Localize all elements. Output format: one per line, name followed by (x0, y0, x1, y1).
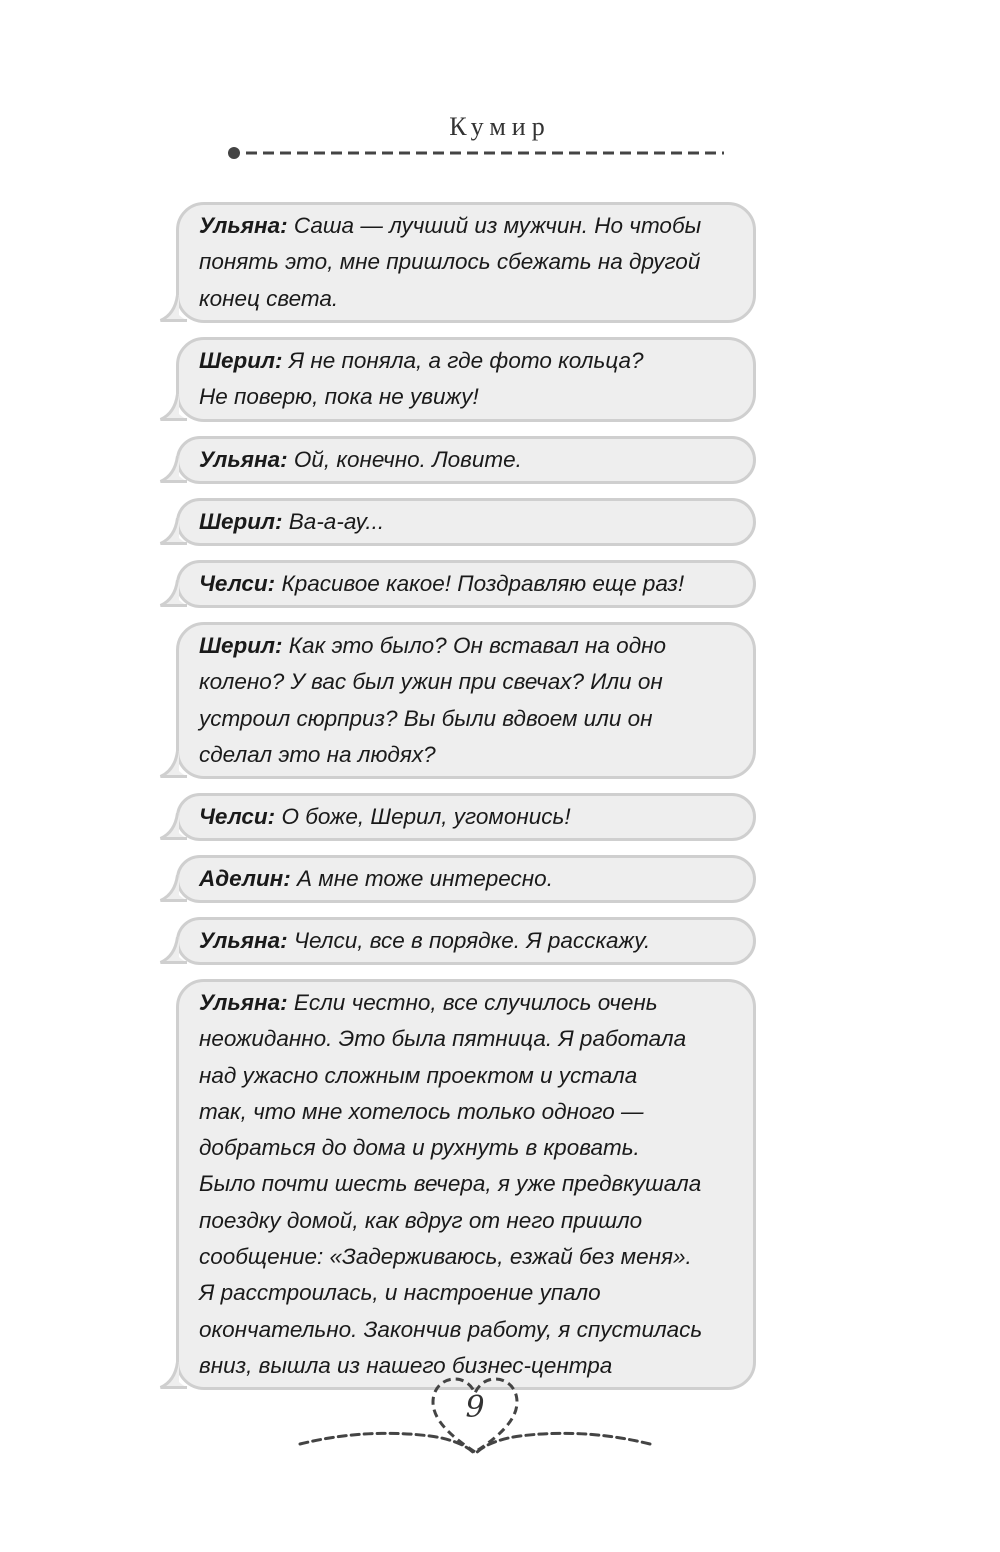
message-text: сообщение: «Задерживаюсь, езжай без меня». (199, 1244, 692, 1270)
message-line (199, 628, 739, 664)
message-text: Как это было? Он вставал на одно (288, 633, 667, 658)
message-text: О боже, Шерил, угомонись! (281, 804, 571, 829)
message-text: Я расстроилась, и настроение упало (199, 1280, 601, 1306)
running-title: Кумир (449, 112, 551, 141)
message-line (199, 861, 739, 897)
message-line (199, 343, 739, 379)
message-bubble (176, 979, 756, 1390)
message-line (199, 1094, 739, 1130)
message-bubble (176, 337, 756, 422)
bubble-tail-icon (159, 813, 189, 841)
message-text: неожиданно. Это была пятница. Я работала (199, 1026, 687, 1052)
message-bubble (176, 436, 756, 484)
message-line (199, 664, 739, 700)
message-line (199, 208, 739, 244)
message-text: сделал это на людях? (199, 741, 436, 767)
message-bubble (176, 622, 756, 779)
message-text: Если честно, все случилось очень (293, 990, 658, 1015)
bubble-tail-icon (159, 518, 189, 546)
message-bubble (176, 917, 756, 965)
message-text: понять это, мне пришлось сбежать на другой (199, 249, 701, 275)
message-line (199, 504, 739, 540)
message-text: окончательно. Закончив работу, я спустилась (199, 1316, 703, 1342)
speaker-name: Шерил: (199, 509, 283, 534)
bubble-tail-icon (159, 751, 189, 779)
bubble-tail-icon (159, 580, 189, 608)
page-number: 9 (465, 1390, 485, 1425)
message-bubble (176, 498, 756, 546)
speaker-name: Челси: (199, 804, 276, 829)
bubble-tail-icon (159, 295, 189, 323)
message-text: конец света. (199, 285, 339, 311)
message-line (199, 1021, 739, 1057)
message-text: колено? У вас был ужин при свечах? Или он (199, 669, 663, 695)
message-text: А мне тоже интересно. (297, 866, 553, 891)
message-text: Я не поняла, а где фото кольца? (288, 348, 644, 373)
message-line (199, 799, 739, 835)
message-bubble (176, 202, 756, 323)
message-line (199, 923, 739, 959)
message-text: добраться до дома и рухнуть в кровать. (199, 1135, 640, 1161)
speaker-name: Аделин: (199, 866, 291, 891)
message-text: Саша — лучший из мужчин. Но чтобы (293, 213, 702, 238)
speaker-name: Ульяна: (199, 928, 288, 953)
message-bubble (176, 855, 756, 903)
message-line (199, 1239, 739, 1275)
message-line (199, 1166, 739, 1202)
bubble-tail-icon (159, 937, 189, 965)
speaker-name: Ульяна: (199, 213, 288, 238)
message-text: так, что мне хотелось только одного — (199, 1098, 644, 1124)
speaker-name: Ульяна: (199, 447, 288, 472)
speaker-name: Шерил: (199, 348, 283, 373)
message-text: поездку домой, как вдруг от него пришло (199, 1207, 643, 1233)
message-text: Не поверю, пока не увижу! (199, 384, 479, 410)
message-line (199, 1312, 739, 1348)
message-bubble (176, 793, 756, 841)
message-line (199, 1275, 739, 1311)
message-line (199, 985, 739, 1021)
message-line (199, 442, 739, 478)
message-line (199, 1203, 739, 1239)
message-line (199, 701, 739, 737)
message-text: Было почти шесть вечера, я уже предвкушала (199, 1171, 702, 1197)
message-line (199, 379, 739, 415)
bubble-tail-icon (159, 1362, 189, 1390)
message-text: Красивое какое! Поздравляю еще раз! (281, 571, 685, 596)
speaker-name: Шерил: (199, 633, 283, 658)
bubble-tail-icon (159, 875, 189, 903)
message-text: устроил сюрприз? Вы были вдвоем или он (199, 705, 653, 731)
message-text: над ужасно сложным проектом и устала (199, 1062, 638, 1088)
message-bubble (176, 560, 756, 608)
message-text: Ой, конечно. Ловите. (293, 447, 522, 472)
message-line (199, 281, 739, 317)
message-line (199, 1130, 739, 1166)
message-line (199, 566, 739, 602)
header-divider (222, 143, 732, 163)
message-text: вниз, вышла из нашего бизнес-центра (199, 1352, 613, 1378)
speaker-name: Челси: (199, 571, 276, 596)
message-text: Челси, все в порядке. Я расскажу. (293, 928, 651, 953)
divider-dot-icon (228, 147, 240, 159)
bubble-tail-icon (159, 394, 189, 422)
message-line (199, 244, 739, 280)
speaker-name: Ульяна: (199, 990, 288, 1015)
message-line (199, 737, 739, 773)
message-text: Ва-а-ау... (288, 509, 385, 534)
message-line (199, 1058, 739, 1094)
bubble-tail-icon (159, 456, 189, 484)
